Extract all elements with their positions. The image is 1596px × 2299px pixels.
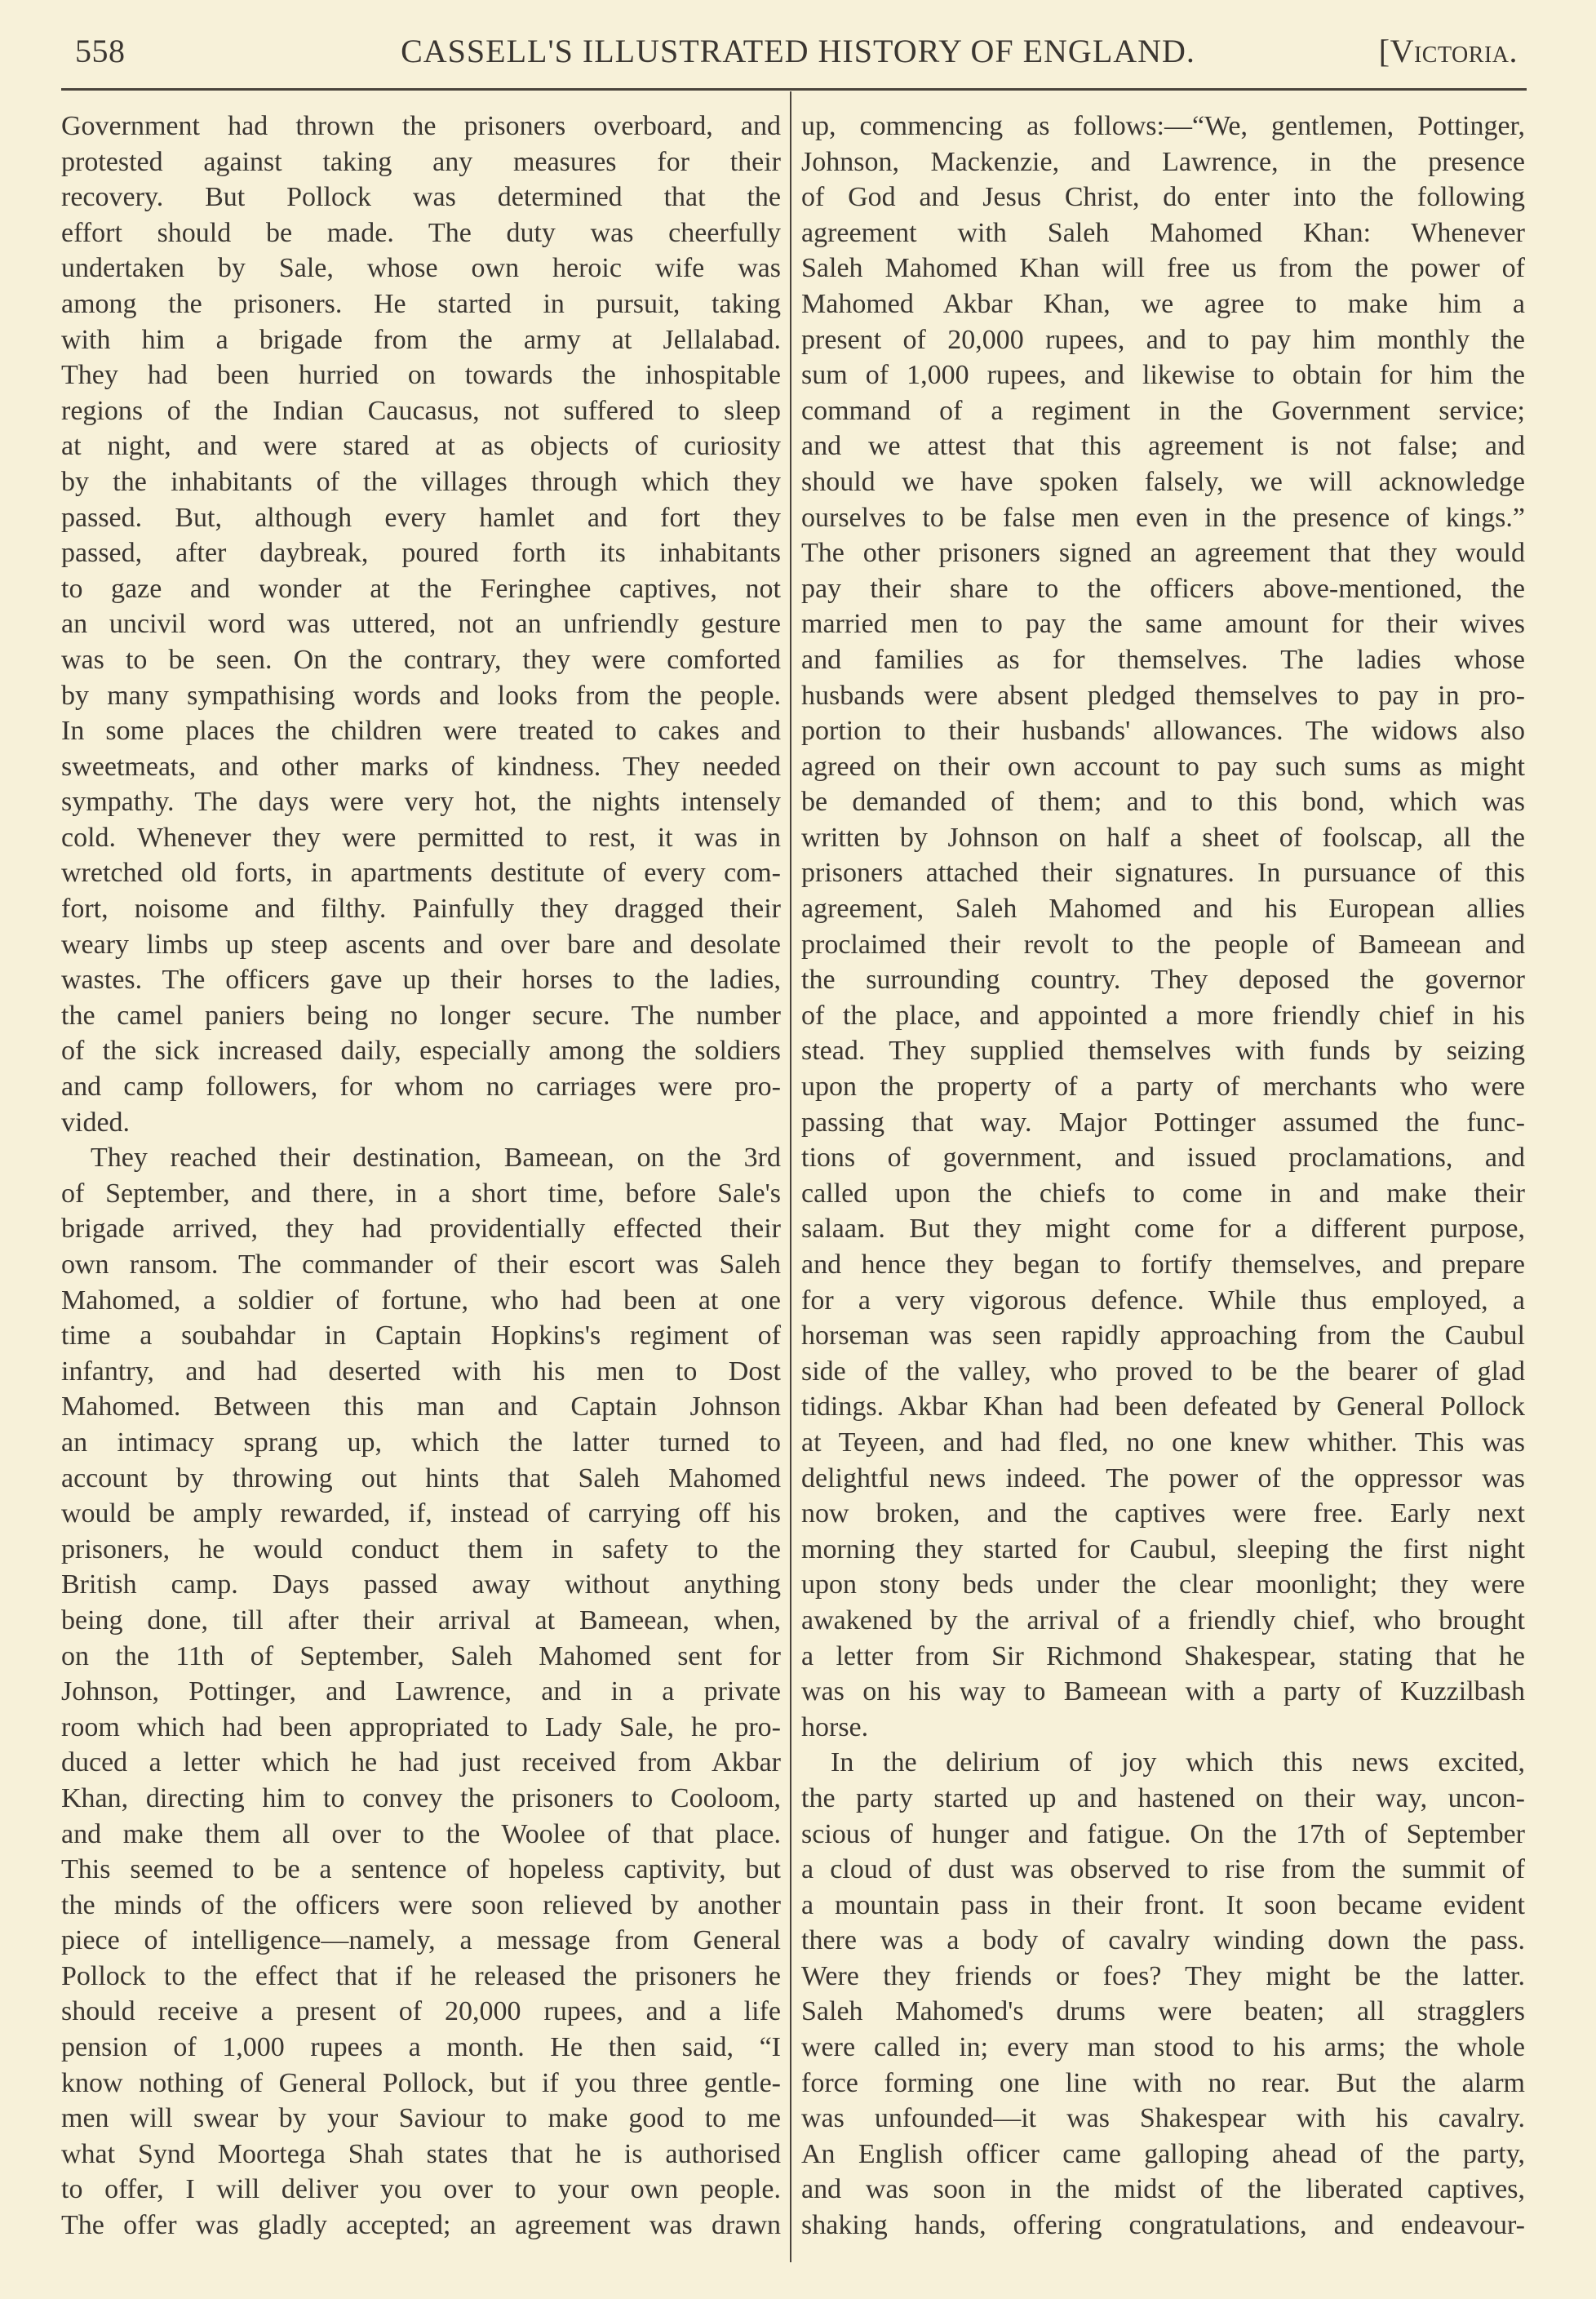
text-line: were called in; every man stood to his arms; the whole	[801, 2032, 1525, 2063]
text-line: agreed on their own account to pay such sums as might	[801, 751, 1525, 782]
text-line: the surrounding country. They deposed the governor	[801, 965, 1525, 996]
text-line: side of the valley, who proved to be the bearer of glad	[801, 1356, 1525, 1387]
text-line: Mahomed, a soldier of fortune, who had been at one	[61, 1285, 781, 1316]
text-line: force forming one line with no rear. But the alarm	[801, 2067, 1525, 2098]
text-line: piece of intelligence—namely, a message from General	[61, 1925, 781, 1956]
text-line: salaam. But they might come for a different purpose,	[801, 1214, 1525, 1245]
text-line: a letter from Sir Richmond Shakespear, stating that he	[801, 1640, 1525, 1671]
text-line: Johnson, Mackenzie, and Lawrence, in the presence	[801, 146, 1525, 177]
text-line: stead. They supplied themselves with funds by seizing	[801, 1036, 1525, 1067]
text-line: tions of government, and issued proclamations, and	[801, 1143, 1525, 1174]
text-line: Government had thrown the prisoners overboard, and	[61, 111, 781, 141]
text-line: Mahomed. Between this man and Captain Johnson	[61, 1391, 781, 1422]
text-line: In some places the children were treated to cakes and	[61, 716, 781, 747]
text-line: a cloud of dust was observed to rise from the summit of	[801, 1854, 1525, 1885]
text-line: to gaze and wonder at the Feringhee captives, not	[61, 573, 781, 604]
text-line: The other prisoners signed an agreement that they would	[801, 538, 1525, 569]
text-line: fort, noisome and filthy. Painfully they dragged their	[61, 894, 781, 925]
text-line: now broken, and the captives were free. Early next	[801, 1498, 1525, 1529]
text-line: written by Johnson on half a sheet of foolscap, all the	[801, 822, 1525, 853]
text-line: An English officer came galloping ahead of the party,	[801, 2138, 1525, 2169]
text-line: room which had been appropriated to Lady Sale, he pro-	[61, 1711, 781, 1742]
text-line: and families as for themselves. The ladies whose	[801, 644, 1525, 675]
text-line: delightful news indeed. The power of the oppressor was	[801, 1462, 1525, 1493]
text-line: of the sick increased daily, especially among the soldiers	[61, 1036, 781, 1067]
text-line: pay their share to the officers above-mentioned, the	[801, 573, 1525, 604]
running-title: CASSELL'S ILLUSTRATED HISTORY OF ENGLAND.	[401, 33, 1195, 69]
text-line: for a very vigorous defence. While thus employed, a	[801, 1285, 1525, 1316]
text-line: prisoners, he would conduct them in safety to the	[61, 1533, 781, 1564]
text-line: the party started up and hastened on their way, uncon-	[801, 1782, 1525, 1813]
page-number: 558	[75, 33, 126, 69]
text-line: Pollock to the effect that if he released the prisoners he	[61, 1960, 781, 1991]
header-rule	[61, 88, 1527, 91]
text-line: to offer, I will deliver you over to your own people.	[61, 2174, 781, 2205]
text-line: up, commencing as follows:—“We, gentlemen, Pottinger,	[801, 111, 1525, 141]
text-line: wretched old forts, in apartments destitute of every com-	[61, 858, 781, 889]
text-line: present of 20,000 rupees, and to pay him monthly the	[801, 324, 1525, 355]
text-line: agreement, Saleh Mahomed and his European allies	[801, 894, 1525, 925]
text-line: command of a regiment in the Government service;	[801, 395, 1525, 426]
text-line: undertaken by Sale, whose own heroic wife was	[61, 253, 781, 284]
text-line: In the delirium of joy which this news excited,	[831, 1747, 1525, 1778]
text-line: be demanded of them; and to this bond, which was	[801, 787, 1525, 818]
text-line: of September, and there, in a short time, before Sale's	[61, 1178, 781, 1209]
text-line: pension of 1,000 rupees a month. He then said, “I	[61, 2032, 781, 2063]
text-line: scious of hunger and fatigue. On the 17th of September	[801, 1818, 1525, 1849]
text-line: recovery. But Pollock was determined that the	[61, 182, 781, 213]
text-line: tidings. Akbar Khan had been defeated by General Pollock	[801, 1391, 1525, 1422]
text-line: and we attest that this agreement is not false; and	[801, 431, 1525, 462]
text-line: They reached their destination, Bameean, on the 3rd	[91, 1143, 781, 1174]
text-line: passed, after daybreak, poured forth its inhabitants	[61, 538, 781, 569]
text-line: by the inhabitants of the villages through which they	[61, 466, 781, 497]
text-line: of God and Jesus Christ, do enter into the following	[801, 182, 1525, 213]
text-line: the minds of the officers were soon relieved by another	[61, 1889, 781, 1920]
text-line: of the place, and appointed a more friendly chief in his	[801, 1000, 1525, 1031]
text-line: the camel paniers being no longer secure. The number	[61, 1000, 781, 1031]
text-line: should receive a present of 20,000 rupees, and a life	[61, 1996, 781, 2027]
text-line: infantry, and had deserted with his men to Dost	[61, 1356, 781, 1387]
text-line: being done, till after their arrival at Bameean, when,	[61, 1604, 781, 1635]
text-line: weary limbs up steep ascents and over bare and desolate	[61, 929, 781, 960]
text-line: sum of 1,000 rupees, and likewise to obtain for him the	[801, 360, 1525, 391]
text-line: among the prisoners. He started in pursuit, taking	[61, 288, 781, 319]
text-line: protested against taking any measures for their	[61, 146, 781, 177]
text-line: at night, and were stared at as objects of curiosity	[61, 431, 781, 462]
text-line: with him a brigade from the army at Jellalabad.	[61, 324, 781, 355]
text-line: effort should be made. The duty was cheerfully	[61, 217, 781, 248]
section-reign: [Victoria.	[1378, 33, 1518, 69]
text-line: passing that way. Major Pottinger assumed the func-	[801, 1107, 1525, 1138]
text-line: own ransom. The commander of their escort was Saleh	[61, 1249, 781, 1280]
text-line: would be amply rewarded, if, instead of carrying off his	[61, 1498, 781, 1529]
text-line: there was a body of cavalry winding down the pass.	[801, 1925, 1525, 1956]
text-line: sweetmeats, and other marks of kindness. They needed	[61, 751, 781, 782]
text-line: passed. But, although every hamlet and fort they	[61, 502, 781, 533]
text-line: men will swear by your Saviour to make good to me	[61, 2103, 781, 2134]
text-line: British camp. Days passed away without anything	[61, 1569, 781, 1600]
text-line: account by throwing out hints that Saleh Mahomed	[61, 1462, 781, 1493]
text-line: wastes. The officers gave up their horses to the ladies,	[61, 965, 781, 996]
text-line: awakened by the arrival of a friendly chief, who brought	[801, 1604, 1525, 1635]
text-line: what Synd Moortega Shah states that he is authorised	[61, 2138, 781, 2169]
text-line: and camp followers, for whom no carriages were pro-	[61, 1072, 781, 1103]
text-line: a mountain pass in their front. It soon became evident	[801, 1889, 1525, 1920]
text-line: sympathy. The days were very hot, the nights intensely	[61, 787, 781, 818]
text-line: portion to their husbands' allowances. The widows also	[801, 716, 1525, 747]
text-line: Mahomed Akbar Khan, we agree to make him a	[801, 288, 1525, 319]
text-line: upon stony beds under the clear moonlight; they were	[801, 1569, 1525, 1600]
text-line: brigade arrived, they had providentially effected their	[61, 1214, 781, 1245]
text-line: cold. Whenever they were permitted to rest, it was in	[61, 822, 781, 853]
text-line: at Teyeen, and had fled, no one knew whither. This was	[801, 1427, 1525, 1458]
text-line: called upon the chiefs to come in and make their	[801, 1178, 1525, 1209]
text-line: husbands were absent pledged themselves to pay in pro-	[801, 680, 1525, 711]
text-line: should we have spoken falsely, we will acknowledge	[801, 466, 1525, 497]
text-line: Johnson, Pottinger, and Lawrence, and in a private	[61, 1676, 781, 1707]
text-line: and was soon in the midst of the liberated captives,	[801, 2174, 1525, 2205]
column-divider	[790, 91, 791, 2262]
text-line: Saleh Mahomed's drums were beaten; all stragglers	[801, 1996, 1525, 2027]
text-line: know nothing of General Pollock, but if you three gentle-	[61, 2067, 781, 2098]
text-line: upon the property of a party of merchants who were	[801, 1072, 1525, 1103]
text-line: and make them all over to the Woolee of that place.	[61, 1818, 781, 1849]
text-line: Were they friends or foes? They might be the latter.	[801, 1960, 1525, 1991]
text-line: time a soubahdar in Captain Hopkins's regiment of	[61, 1320, 781, 1351]
text-line: horseman was seen rapidly approaching from the Caubul	[801, 1320, 1525, 1351]
text-line: by many sympathising words and looks from the people.	[61, 680, 781, 711]
text-line: was unfounded—it was Shakespear with his cavalry.	[801, 2103, 1525, 2134]
text-line: They had been hurried on towards the inhospitable	[61, 360, 781, 391]
text-line: was on his way to Bameean with a party of Kuzzilbash	[801, 1676, 1525, 1707]
text-line: horse.	[801, 1711, 869, 1742]
text-line: an uncivil word was uttered, not an unfriendly gesture	[61, 609, 781, 640]
text-line: and hence they began to fortify themselves, and prepare	[801, 1249, 1525, 1280]
text-line: an intimacy sprang up, which the latter turned to	[61, 1427, 781, 1458]
text-line: vided.	[61, 1107, 131, 1138]
text-line: duced a letter which he had just received from Akbar	[61, 1747, 781, 1778]
text-line: Saleh Mahomed Khan will free us from the power of	[801, 253, 1525, 284]
text-line: Khan, directing him to convey the prisoners to Cooloom,	[61, 1782, 781, 1813]
text-line: shaking hands, offering congratulations, and endeavour-	[801, 2210, 1525, 2241]
text-line: prisoners attached their signatures. In pursuance of this	[801, 858, 1525, 889]
text-line: proclaimed their revolt to the people of Bameean and	[801, 929, 1525, 960]
text-line: regions of the Indian Caucasus, not suffered to sleep	[61, 395, 781, 426]
text-line: married men to pay the same amount for their wives	[801, 609, 1525, 640]
right-column	[801, 109, 1525, 2244]
text-line: This seemed to be a sentence of hopeless captivity, but	[61, 1854, 781, 1885]
text-line: ourselves to be false men even in the presence of kings.”	[801, 502, 1525, 533]
text-line: on the 11th of September, Saleh Mahomed sent for	[61, 1640, 781, 1671]
text-line: morning they started for Caubul, sleeping the first night	[801, 1533, 1525, 1564]
text-line: was to be seen. On the contrary, they were comforted	[61, 644, 781, 675]
left-column	[61, 109, 781, 2244]
text-line: agreement with Saleh Mahomed Khan: Whenever	[801, 217, 1525, 248]
text-line: The offer was gladly accepted; an agreement was drawn	[61, 2210, 781, 2241]
